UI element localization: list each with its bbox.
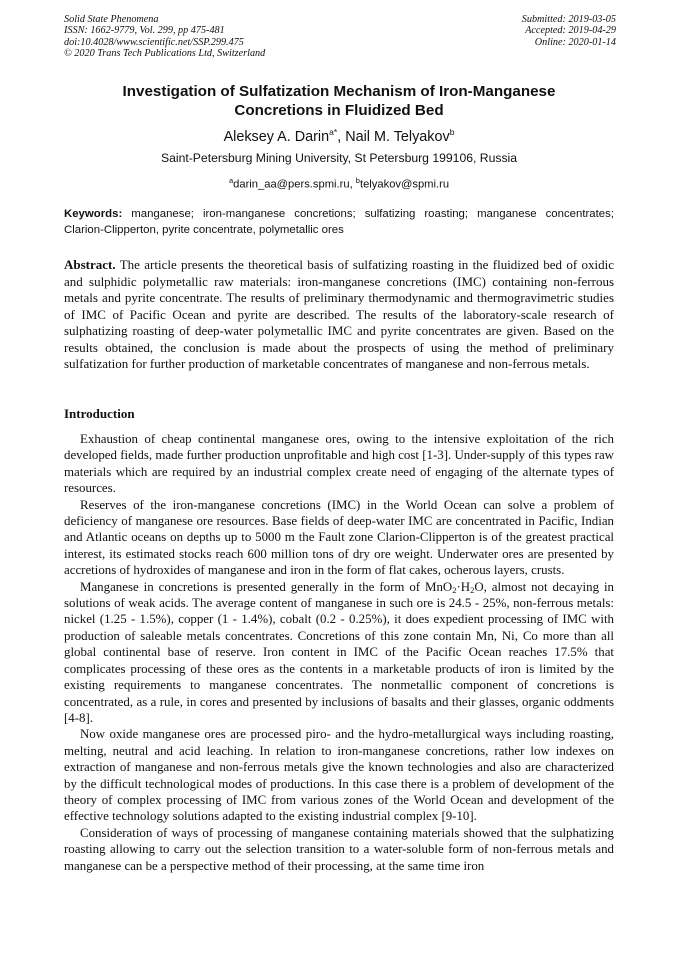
author-emails [64, 174, 614, 192]
affiliation: Saint-Petersburg Mining University, St Petersburg 199106, Russia [160, 151, 518, 165]
abstract-block [64, 257, 614, 373]
keywords-label: Keywords: [64, 208, 123, 220]
author-1-affil-mark: a* [329, 127, 338, 137]
online-date: Online: 2020-01-14 [534, 36, 616, 48]
subscript: 2 [470, 584, 475, 595]
doi-line[interactable]: doi:10.4028/www.scientific.net/SSP.299.475 [64, 36, 244, 48]
author-1: Aleksey A. Darin [223, 128, 330, 145]
submitted-date: Submitted: 2019-03-05 [521, 14, 616, 25]
email-a[interactable]: darin_aa@pers.spmi.ru, [233, 178, 356, 191]
paragraph-3-text-a: Manganese in concretions is presented generally in the form of MnO [80, 579, 453, 594]
introduction-body [64, 431, 614, 874]
email-a-mark: a [228, 176, 234, 185]
section-heading-introduction: Introduction [64, 406, 135, 421]
journal-name: Solid State Phenomena [64, 14, 159, 25]
abstract-text: The article presents the theoretical basis of sulfatizing roasting in the fluidized bed of oxidic and sulphidic polymetallic raw materials: iron-manganese concretions (IMC) containing non-ferrous metals and pyrite concentrate. The results of preliminary thermodynamic and thermogravimetric studies of IMC of Pacific Ocean and pyrite are described. The results of the laboratory-scale research of sulphatizing roasting of deep-water polymetallic IMC and pyrite concentrates are given. Based on the results obtained, the conclusion is made about the prospects of using the method of preliminary sulfatization for further production of marketable concentrates of manganese and non-ferrous metals. [64, 257, 614, 371]
author-2: Nail M. Telyakov [345, 128, 450, 145]
paragraph-4: Now oxide manganese ores are processed piro- and the hydro-metallurgical ways including roasting, melting, neutral and acid leaching. In relation to iron-manganese concretions, rather low indexes on extraction of manganese and non-ferrous metals give the known technologies and also are characterized by the difficult technological modes of productions. In this case there is a problem of development of the theory of complex processing of IMC from various zones of the World Ocean and development of the effective technology solutions adapted to the existing industrial complex [9-10]. [64, 727, 614, 824]
copyright-line: © 2020 Trans Tech Publications Ltd, Switzerland [64, 47, 266, 59]
paragraph-3 [64, 579, 614, 727]
paragraph-5: Consideration of ways of processing of manganese containing materials showed that the sulphatizing roasting allowing to carry out the selection transition to a water-soluble form of non-ferrous metals and manganese can be a perspective method of their processing, at the same time iron [64, 825, 614, 873]
subscript: 2 [452, 584, 457, 595]
author-2-affil-mark: b [449, 127, 455, 137]
abstract-label: Abstract. [64, 257, 116, 272]
issn-line: ISSN: 1662-9779, Vol. 299, pp 475-481 [64, 25, 225, 37]
submission-dates [522, 14, 616, 48]
paragraph-3-text-c: O, almost not decaying in solutions of weak acids. The average content of manganese in such ore is 24.5 - 25%, non-ferrous metals: nickel (1.25 - 1.5%), copper (1 - 1.4%), cobalt (0.2 - 0.25%), it does expedient processing of IMC with production of saleable metals concentrates. Concretions of this zone contain Mn, Ni, Co more than all global continental base of reserve. Iron content in IMC of the Pacific Ocean reaches 17.5% that complicates processing of these ores as the contents in a marketable products of iron is limited by the existing requirements to manganese concentrates. The nonmetallic component of concretions is concentrated, as a rule, in cores and presented by inclusions of basalts and their glasses, organic oddments [4-8]. [64, 579, 614, 725]
keywords-text: manganese; iron-manganese concretions; sulfatizing roasting; manganese concentrates; Clarion-Clipperton, pyrite concentrate, polymetallic ores [64, 208, 614, 236]
title-line-2: Concretions in Fluidized Bed [234, 102, 444, 119]
email-b-mark: b [355, 176, 360, 185]
author-list [64, 123, 614, 146]
author-separator: , [337, 128, 346, 145]
accepted-date: Accepted: 2019-04-29 [525, 25, 616, 37]
journal-info [64, 14, 265, 59]
paragraph-1: Exhaustion of cheap continental manganese ores, owing to the intensive exploitation of the rich developed fields, made further production unprofitable and high cost [1-3]. Under-supply of this types raw materials which are required by an industrial complex create need of engaging of the alternate types of resources. [64, 432, 614, 496]
paragraph-3-text-b: ·H [456, 579, 471, 594]
paper-title [64, 82, 614, 120]
paragraph-2: Reserves of the iron-manganese concretions (IMC) in the World Ocean can solve a problem of deficiency of manganese ore resources. Base fields of deep-water IMC are concentrated in Pacific, Indian and Atlantic oceans on depths up to 5000 m the Fault zone Clarion-Clipperton is of the greatest practical interest, its estimated stocks reach 600 million tons of dry ore weight. Underwater ores are presented by accretions of hydroxides of manganese and iron in the form of flat cakes, ocherous layers, crusts. [64, 497, 614, 578]
title-line-1: Investigation of Sulfatization Mechanism of Iron-Manganese [122, 83, 556, 100]
keywords-block [64, 207, 614, 238]
email-b[interactable]: telyakov@spmi.ru [359, 178, 450, 191]
